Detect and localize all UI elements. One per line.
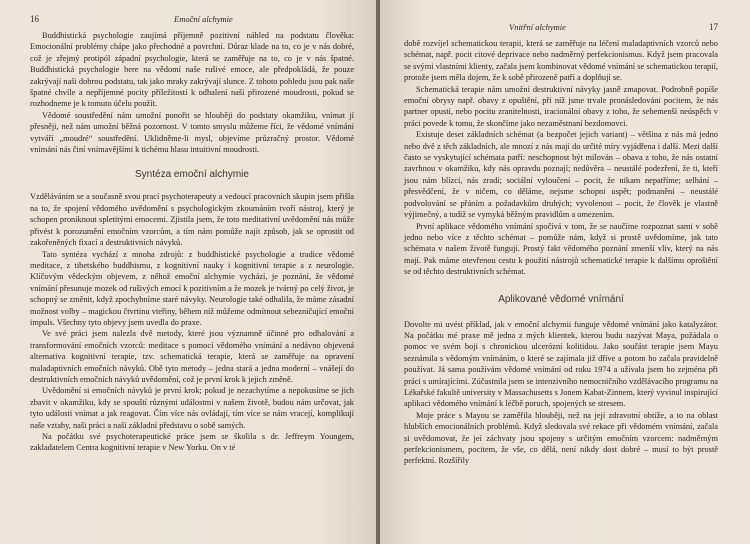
paragraph: Vědomé soustředění nám umožní ponořit se hlouběji do podstaty okamžiku, vnímat jí přesněji, než nám umožní běžná pozornost. V tomto smyslu můžeme říci, že vědomé vnímání vytváří „moudré“ soustředění. Uklidněme-li mysl, objevíme průzračný prostor. Vědomé vnímání nás činí vnímavějšími k tichému hlasu intuitivní moudrosti. <box>30 110 354 155</box>
paragraph: První aplikace vědomého vnímání spočívá v tom, že se naučíme rozpoznat sami v sobě jedno nebo více z těchto schémat – pomůže nám, když si prostě uvědomíme, jak tato schémata v našem životě fungují. Prostý fakt vědomého poznání zmenší vliv, který na nás mají. Pak máme otevřenou cestu k použití nástrojů schematické terapie k dalšímu oproštění se od těchto destruktivních schémat. <box>404 221 718 277</box>
paragraph: Ve své práci jsem nalezla dvě metody, které jsou významně účinné pro odhalování a transformování emočních vzorců: meditace s pomocí vědomého vnímání a nedávno objevená alternativa kognitivní terapie, tzv. schematická terapie, která se zaměřuje na opravení maladaptivních emočních návyků. Obě tyto metody – jedna stará a jedna moderní – vnášejí do destruktivních emočních návyků uvědomění, což je první krok k jejich změně. <box>30 329 354 384</box>
paragraph: Moje práce s Mayou se zaměřila hlouběji, než na její zdravotní obtíže, a to na oblast hlubších emocionálních problémů. Když sledovala své rekace při vědomém vnímání, začala si uvědomovat, že jeí záchvaty jsou spojeny s určitým emočním vzorcem: nadměrným perfekcionismem, pocitem, že vše, co dělá, není nikdy dost dobré – musí to být prostě perfektní. Rozšířily <box>404 410 718 466</box>
paragraph: Uvědomění si emočních návyků je první krok; pokud je nezachytíme a nepokusíme se jich zbavit v okamžiku, kdy se spouští různými událostmi v našem životě, budou nám určovat, jak tyto události vnímat a jak reagovat. Čím více nás ovládají, tím více se nám vracejí, komplikují naše vztahy, naši práci a naši základní představu o sobě samých. <box>30 386 354 430</box>
paragraph: Na počátku své psychoterapeutické práce jsem se školila s dr. Jeffreym Youngem, zakladatelem Centra kognitivní terapie v New Yorku. On v té <box>30 432 354 453</box>
paragraph: Dovolte mi uvést příklad, jak v emoční alchymii funguje vědomé vnímání jako katalyzátor. Na počátku mé praxe mě jedna z mých klientek, kterou budu nazývat Maya, požádala o pomoc ve svém boji s chronickou ulcerózní kolitidou. Jako součást terapie jsem Mayu seznámila s vědomým vnímáním, o které se zajímala již dříve a potom ho začala pravidelně používat. Já sama používám vědomé vnímání od roku 1974 a užívala jsem ho zejména při práci s umírajícími. Zúčastnila jsem se intenzivního nemocničního vzdělávacího programu na Lékařské fakultě university v Massachusetts s Jonem Kabat-Zinnem, který vyvinul inspirující aplikaci vědomého vnímání k léčbě poruch, spojených se stresem. <box>404 319 718 409</box>
page-number: 17 <box>709 22 718 32</box>
paragraph: Existuje deset základních schémat (a bezpočet jejich variant) – většina z nás má jedno nebo dvě z těch základních, ale mnozí z nás mají do určité míry vyjádřena i další. Mezi další často se vyskytující schémata patří: neschopnost být milován – obava z toho, že nás ostatní zavrhnou v okamžiku, kdy nás opravdu poznají; nedůvěra – neustálé podezření, že ti, kteří jsou nám blízcí, nás zradí; sociální vyloučení – pocit, že nikam nepatříme; selhání – přesvědčení, že v ničem, co děláme, nejsme schopni uspět; podmanění – neustálé podvolování se přáním a požadavkům druhých; vyvolenost – pocit, že člověk je vlastně výjimečný, a tudíž se vymyká běžným pravidlům a omezením. <box>404 130 718 220</box>
page-number: 16 <box>30 14 39 24</box>
paragraph: době rozvíjel schematickou terapii, která se zaměřuje na léčení maladaptivních vzorců nebo schémat, např. pocit citové deprivace nebo nadměrný perfekcionismus. Když jsem pracovala se svými vlastními klienty, začala jsem kombinovat vědomé vnímání se schematickou terapií, protože jsem měla dojem, že k sobě přirozeně patří a doplňují se. <box>404 39 718 83</box>
paragraph: Vzdělávánim se a současně svou prací psychoterapeuty a vedoucí pracovních skupin jsem přišla na to, že spojení vědomého uvědomění s psychologickým zkoumáním tvoří nástroj, který je schopen proniknout spletitými emocemi. Zjistila jsem, že toto meditativní uvědomění nás může přivést k porozumění emočním vzorcům, a tím nám pomůže najít způsob, jak se oprostit od zakořeněných fixací a destruktivních návyků. <box>30 192 354 248</box>
paragraph: Schematická terapie nám umožní destruktivní návyky jasně zmapovat. Podrobně popíše emoční obrysy např. obavy z opuštění, při níž jsme trvale pronásledováni pocitem, že nás partner opustí, nebo pocitu zranitelnosti, iracionální obavy z toho, že sebemenší neúspěch v práci povede k tomu, že skončíme jako nezaměstnaní bezdomovci. <box>404 84 718 128</box>
section-heading: Aplikované vědomé vnímání <box>498 293 624 305</box>
running-head: Vnitřní alchymie <box>509 22 566 32</box>
running-head: Emoční alchymie <box>174 14 233 24</box>
paragraph: Buddhistická psychologie zaujímá příjemně pozitivní náhled na podstatu člověka: Emocionální problémy chápe jako přechodné a povrchní. Důraz klade na to, co je v nás dobré, což je zřejmý protipól západní psychologie, která se zaměřuje na to, co je v nás špatné. Buddhistická psychologie bere na vědomí naše rušivé emoce, ale předpokládá, že pouze zakrývají naši dobrou podstatu, tak jako mraky zakrývají slunce. Z tohoto pohledu jsou pak naše špatné chvíle a nepříjemné pocity příležitostí k odhalení naší přirozené moudrosti, pokud se rozhodneme je k tomuto účelu použít. <box>30 31 354 109</box>
left-page-header <box>30 14 354 30</box>
paragraph: Tato syntéza vychází z mnoha zdrojů: z buddhistické psychologie a tradice vědomé meditace, z tibetského buddhismu, z kognitivní nauky i kognitivní terapie a z neurologie. Klíčovým vědeckým objevem, z něhož emoční alchymie vychází, je poznání, že vědomé vnímání přesunuje mozek od rušivých emocí k pozitivním a že mozek je tvárný po celý život, je schopný se změnit, když zpochybníme staré návyky. Neurologie také odhalila, že máme zásadní možnost volby – magickou čtvrtinu vteřiny, během níž můžeme odmítnout sebezničující emoční impuls. Všechny tyto objevy jsem uvedla do praxe. <box>30 249 354 327</box>
right-page <box>380 0 750 544</box>
section-heading: Syntéza emoční alchymie <box>135 169 249 181</box>
right-page-header <box>404 22 718 38</box>
